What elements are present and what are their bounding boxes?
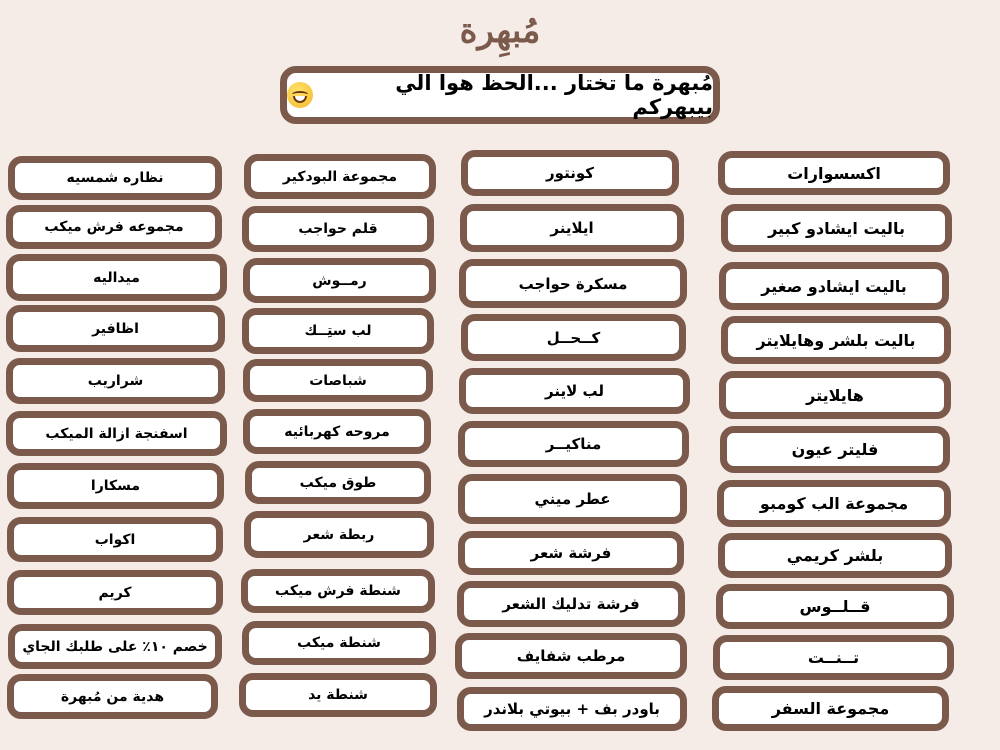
prize-label: لب لاينر	[545, 382, 604, 400]
prize-label: شباصات	[309, 372, 367, 389]
prize-item[interactable]	[243, 258, 436, 303]
prize-label: ربطة شعر	[303, 526, 375, 543]
prize-item[interactable]	[459, 368, 690, 414]
prize-label: مروحه كهربائيه	[284, 423, 390, 440]
prize-item[interactable]	[719, 371, 951, 419]
prize-item[interactable]	[7, 674, 218, 719]
prize-item[interactable]	[461, 314, 686, 361]
page-title-text: مُبهرة ما تختار ...الحظ هوا الي بيبهركم	[395, 71, 713, 119]
prize-item[interactable]	[721, 204, 952, 252]
prize-label: كونتور	[546, 164, 594, 182]
prize-item[interactable]	[713, 635, 954, 680]
prize-label: مجموعة الب كومبو	[759, 494, 909, 513]
prize-label: ميداليه	[93, 269, 140, 286]
brand-logo-graphic	[380, 0, 620, 62]
prize-label: مجموعة البودكير	[282, 168, 398, 185]
prize-label: اسفنجة ازالة الميكب	[45, 425, 188, 442]
prize-item[interactable]	[7, 570, 223, 615]
prize-item[interactable]	[6, 358, 225, 404]
prize-label: شنطة يد	[308, 687, 368, 703]
prize-item[interactable]	[721, 316, 951, 364]
prize-label: قــلــوس	[799, 597, 871, 616]
prize-label: مجموعه فرش ميكب	[44, 219, 184, 235]
prize-label: باليت بلشر وهايلايتر	[756, 330, 916, 350]
prize-item[interactable]	[6, 205, 222, 249]
prize-item[interactable]	[242, 621, 436, 665]
prize-item[interactable]	[242, 206, 434, 252]
prize-item[interactable]	[244, 154, 436, 199]
prize-label: خصم ١٠٪ على طلبك الجاي	[22, 638, 208, 655]
prize-item[interactable]	[241, 569, 435, 613]
prize-item[interactable]	[712, 686, 949, 731]
prize-item[interactable]	[243, 409, 431, 454]
prize-item[interactable]	[460, 204, 684, 252]
prize-label: اظافير	[92, 320, 139, 337]
prize-item[interactable]	[717, 480, 951, 527]
prize-label: شنطة فرش ميكب	[275, 583, 401, 599]
prize-item[interactable]	[245, 461, 431, 504]
prize-label: هايلايتر	[806, 385, 864, 405]
prize-label: شراريب	[87, 373, 144, 389]
prize-item[interactable]	[7, 517, 223, 562]
prize-item[interactable]	[458, 421, 689, 467]
prize-label: قلم حواجب	[298, 221, 378, 237]
prize-label: طوق ميكب	[299, 474, 377, 491]
prize-label: فرشة تدليك الشعر	[502, 595, 640, 613]
prize-label: اكواب	[94, 531, 136, 548]
prize-item[interactable]	[242, 308, 434, 354]
prize-item[interactable]	[458, 474, 687, 524]
prize-label: تــنــت	[807, 648, 860, 667]
prize-label: باودر بف + بيوتي بلاندر	[484, 700, 660, 718]
page-title	[280, 66, 720, 124]
prize-label: مسكارا	[90, 478, 141, 494]
prize-item[interactable]	[719, 262, 949, 310]
prize-label: نظاره شمسيه	[66, 170, 164, 186]
prize-item[interactable]	[720, 426, 950, 473]
prize-item[interactable]	[716, 584, 954, 629]
prize-label: بلشر كريمي	[786, 546, 884, 565]
prize-item[interactable]	[6, 254, 227, 301]
prize-item[interactable]	[8, 624, 222, 669]
prize-label: باليت ايشادو كبير	[768, 218, 905, 238]
prize-label: مناكيــر	[545, 435, 602, 453]
prize-label: لب ستِــك	[304, 323, 372, 339]
prize-item[interactable]	[461, 150, 679, 196]
prize-item[interactable]	[239, 673, 437, 717]
prize-item[interactable]	[6, 305, 225, 352]
prize-item[interactable]	[457, 581, 685, 627]
prize-label: باليت ايشادو صغير	[761, 276, 907, 296]
prize-label: مسكرة حواجب	[518, 274, 628, 293]
brand-logo-text: مُبهِرة	[459, 11, 541, 51]
prize-label: رمــوش	[312, 272, 367, 289]
prize-label: كــحــل	[546, 328, 601, 347]
prize-label: ايلاينر	[550, 219, 594, 237]
prize-item[interactable]	[718, 151, 950, 195]
prize-label: شنطة ميكب	[297, 635, 381, 651]
prize-item[interactable]	[458, 531, 684, 575]
prize-item[interactable]	[244, 511, 434, 558]
prize-item[interactable]	[455, 633, 687, 679]
prize-label: فرشة شعر	[530, 544, 612, 562]
prize-item[interactable]	[459, 259, 687, 308]
grinning-face-icon	[287, 82, 313, 108]
prize-label: اكسسوارات	[787, 163, 881, 183]
prize-item[interactable]	[7, 463, 224, 509]
prize-item[interactable]	[718, 533, 952, 578]
prize-label: كريم	[98, 584, 132, 601]
brand-logo	[0, 0, 1000, 62]
prize-label: مجموعة السفر	[771, 699, 890, 718]
prize-item[interactable]	[457, 687, 687, 731]
prize-label: مرطب شفايف	[516, 647, 626, 665]
prize-label: فليتر عيون	[791, 440, 879, 459]
prize-item[interactable]	[6, 411, 227, 456]
prize-item[interactable]	[8, 156, 222, 200]
prize-item[interactable]	[243, 359, 433, 402]
prize-label: عطر ميني	[534, 490, 611, 508]
prize-label: هدية من مُبهرة	[60, 688, 165, 705]
